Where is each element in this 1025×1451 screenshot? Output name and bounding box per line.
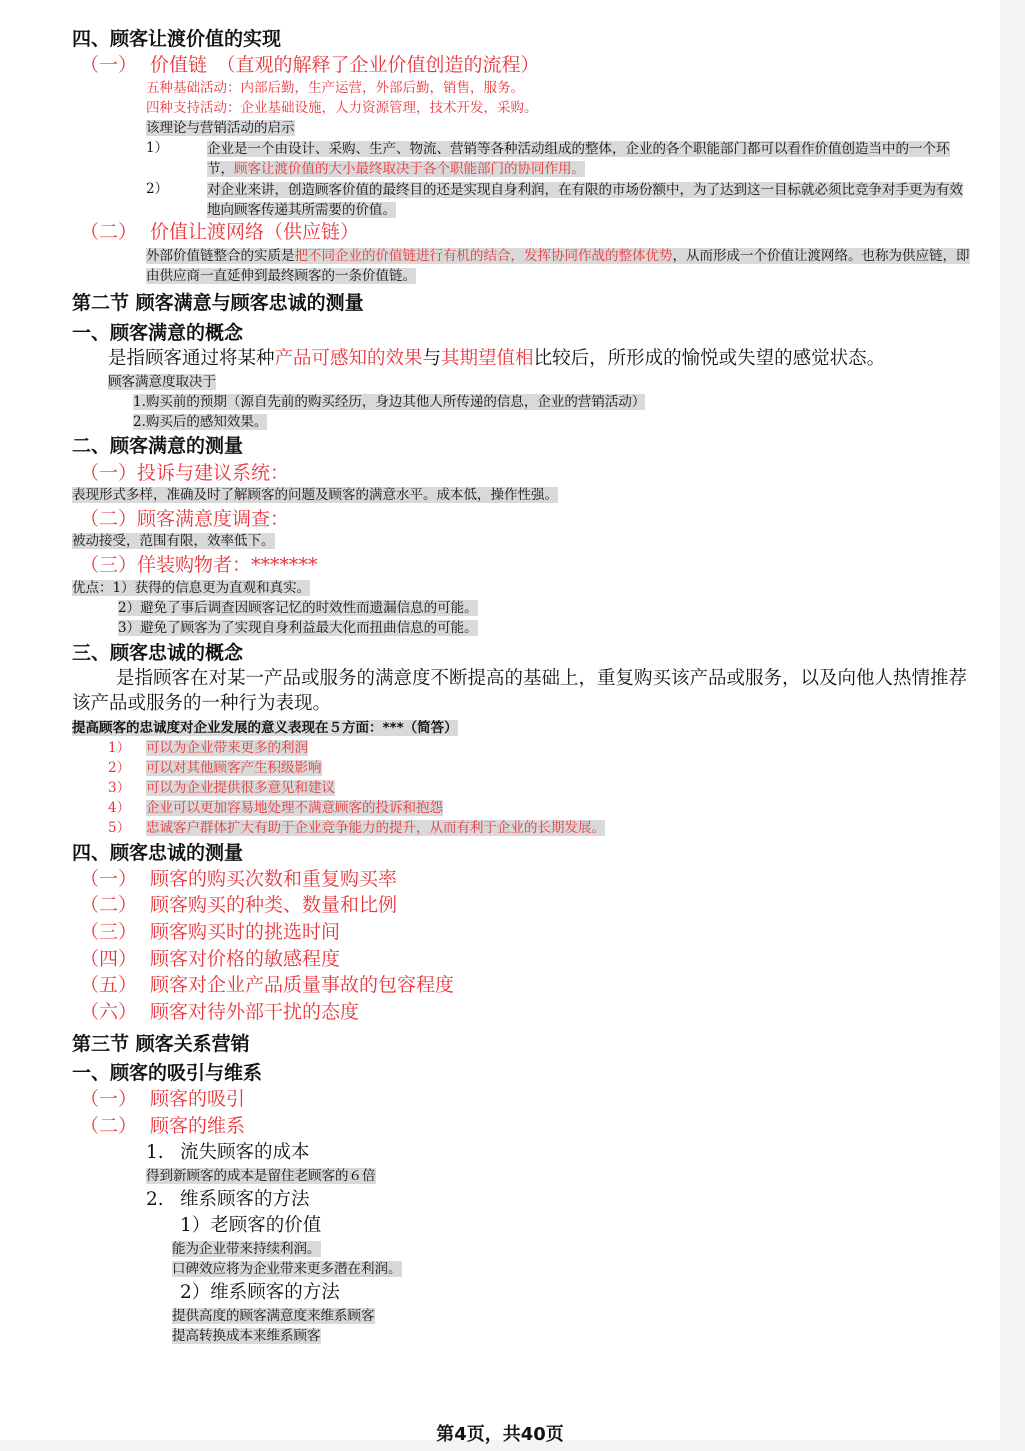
subsection-heading: （三）佯装购物者：******* [80,554,318,576]
highlighted-text: 口碑效应将为企业带来更多潜在利润。 [172,1261,402,1277]
subsection-number: （三） [80,921,138,943]
subsection-heading [80,974,454,997]
highlighted-text: 企业是一个由设计、采购、生产、物流、营销等各种活动组成的整体，企业的各个职能部门都可以看作价值创造当中的一个环节， [207,141,950,177]
subsection-title: 顾客对待外部干扰的态度 [150,1001,360,1023]
list-number: 2） [146,181,169,197]
highlighted-text: 能为企业带来持续利润。 [172,1241,321,1257]
highlighted-red-text: 可以对其他顾客产生积级影响 [146,760,322,776]
chapter-heading: 第三节 顾客关系营销 [72,1033,250,1055]
subsection-number: （六） [80,1001,138,1023]
subsection-heading [80,1001,359,1024]
subsection-title: 顾客的购买次数和重复购买率 [150,868,398,890]
highlighted-text: 提供高度的顾客满意度来维系顾客 [172,1308,375,1324]
subsection-heading [80,948,340,971]
section-heading: 四、顾客让渡价值的实现 [72,28,282,50]
chapter-heading: 第二节 顾客满意与顾客忠诚的测量 [72,292,364,314]
text-line [146,120,295,136]
text-line: 四种支持活动：企业基础设施，人力资源管理，技术开发，采购。 [146,100,538,116]
list-item [146,800,443,816]
sub-heading: 1）老顾客的价值 [180,1215,322,1236]
text-line [172,1261,402,1277]
list-item [207,180,972,220]
subsection-heading [80,54,540,77]
subsection-number: （二） [80,894,138,916]
subsection-number: （一） [80,1088,138,1110]
page-number: 第4页，共40页 [436,1424,564,1445]
list-number: 1） [146,140,169,156]
text-span: 比较后，所形成的愉悦或失望的感觉状态。 [533,348,886,369]
subsection-number: （一） [80,54,138,76]
sub-heading: 2）维系顾客的方法 [180,1282,340,1303]
highlighted-text: 被动接受，范围有限，效率低下。 [72,533,275,549]
paragraph [146,246,972,286]
subsection-title: 顾客对价格的敏感程度 [150,948,341,970]
highlighted-text: 优点：1）获得的信息更为直观和真实。 [72,580,311,596]
section-heading: 二、顾客满意的测量 [72,435,244,457]
subsection-heading [80,894,397,917]
list-item [146,740,308,756]
subsection-title: 顾客购买的种类、数量和比例 [150,894,398,916]
text-line [172,1241,321,1257]
highlighted-red-text: 可以为企业提供很多意见和建议 [146,780,335,796]
text-line [72,487,558,503]
list-item [207,139,972,179]
highlighted-text: 对企业来讲，创造顾客价值的最终目的还是实现自身利润，在有限的市场份额中，为了达到这一目标就必须比竞争对手更为有效地向顾客传递其所需要的价值。 [207,182,963,218]
highlighted-text: 顾客满意度取决于 [108,374,216,390]
highlighted-text: 2）避免了事后调查因顾客记忆的时效性而遗漏信息的可能。 [118,600,478,616]
text-line [72,720,458,736]
highlighted-text: 3）避免了顾客为了实现自身利益最大化而扭曲信息的可能。 [118,620,478,636]
definition-line [108,348,885,370]
text-span: 与 [422,348,442,369]
subsection-title: 顾客的吸引 [150,1088,246,1110]
subsection-heading [80,1088,245,1111]
highlighted-red-text: 可以为企业带来更多的利润 [146,740,308,756]
section-heading: 一、顾客的吸引与维系 [72,1062,263,1084]
highlighted-red-text: 把不同企业的价值链进行有机的结合，发挥协同作战的整体优势 [294,248,673,264]
list-item [146,760,322,776]
subsection-number: （二） [80,221,138,243]
highlighted-text: 提高转换成本来维系顾客 [172,1328,321,1344]
list-number: 1. [146,1142,164,1163]
subsection-heading [80,221,359,244]
numbered-heading [146,1142,310,1164]
list-number: 4） [108,800,131,816]
highlighted-red-text: 顾客让渡价值的大小最终取决于各个职能部门的协同作用。 [234,161,585,177]
highlighted-text: 表现形式多样，准确及时了解顾客的问题及顾客的满意水平。成本低，操作性强。 [72,487,558,503]
list-title: 流失顾客的成本 [180,1142,310,1163]
list-number: 2） [108,760,131,776]
text-line [108,374,216,390]
numbered-heading [146,1189,310,1211]
list-number: 2. [146,1189,164,1210]
text-line [118,600,478,616]
subsection-heading: （二）顾客满意度调查： [80,508,290,530]
highlighted-text: ，从而形成一个价值让渡网络。也称为供应链，即由供应商一直延伸到最终顾客的一条价值链。 [146,248,970,284]
highlighted-text: 2.购买后的感知效果。 [133,414,268,430]
list-item [146,820,605,836]
subsection-title: 顾客对企业产品质量事故的包容程度 [150,974,455,996]
highlighted-bold-text: 提高顾客的忠诚度对企业发展的意义表现在５方面：***（简答） [72,720,458,736]
text-line [172,1308,375,1324]
section-heading: 三、顾客忠诚的概念 [72,642,244,664]
red-text: 其期望值相 [441,348,534,369]
text-line: 五种基础活动：内部后勤，生产运营，外部后勤，销售，服务。 [146,80,524,96]
text-line [72,533,275,549]
subsection-title: 顾客购买时的挑选时间 [150,921,341,943]
subsection-number: （五） [80,974,138,996]
subsection-title: 价值链 （直观的解释了企业价值创造的流程） [150,54,540,76]
list-number: 1） [108,740,131,756]
subsection-heading [80,921,340,944]
red-text: 产品可感知的效果 [274,348,423,369]
list-number: 5） [108,820,131,836]
subsection-heading: （一）投诉与建议系统： [80,462,290,484]
list-number: 3） [108,780,131,796]
section-heading: 一、顾客满意的概念 [72,322,244,344]
highlighted-text: 1.购买前的预期（源自先前的购买经历，身边其他人所传递的信息，企业的营销活动） [133,394,646,410]
text-line [146,1168,376,1184]
highlighted-text: 外部价值链整合的实质是 [146,248,295,264]
highlighted-red-text: 企业可以更加容易地处理不满意顾客的投诉和抱怨 [146,800,443,816]
paragraph: 是指顾客在对某一产品或服务的满意度不断提高的基础上，重复购买该产品或服务，以及向他人热情推荐该产品或服务的一种行为表现。 [72,668,968,714]
text-line [133,414,267,430]
highlighted-text: 该理论与营销活动的启示 [146,120,295,136]
list-title: 维系顾客的方法 [180,1189,310,1210]
subsection-number: （二） [80,1115,138,1137]
text-span: 是指顾客通过将某种 [108,348,275,369]
subsection-number: （一） [80,868,138,890]
text-line [172,1328,321,1344]
text-line [72,580,310,596]
subsection-title: 顾客的维系 [150,1115,246,1137]
subsection-heading [80,868,397,891]
highlighted-text: 得到新顾客的成本是留住老顾客的６倍 [146,1168,376,1184]
highlighted-red-text: 忠诚客户群体扩大有助于企业竞争能力的提升，从而有利于企业的长期发展。 [146,820,605,836]
text-line [133,394,645,410]
list-item [146,780,335,796]
subsection-title: 价值让渡网络（供应链） [150,221,360,243]
subsection-number: （四） [80,948,138,970]
text-line [118,620,478,636]
subsection-heading [80,1115,245,1138]
section-heading: 四、顾客忠诚的测量 [72,842,244,864]
